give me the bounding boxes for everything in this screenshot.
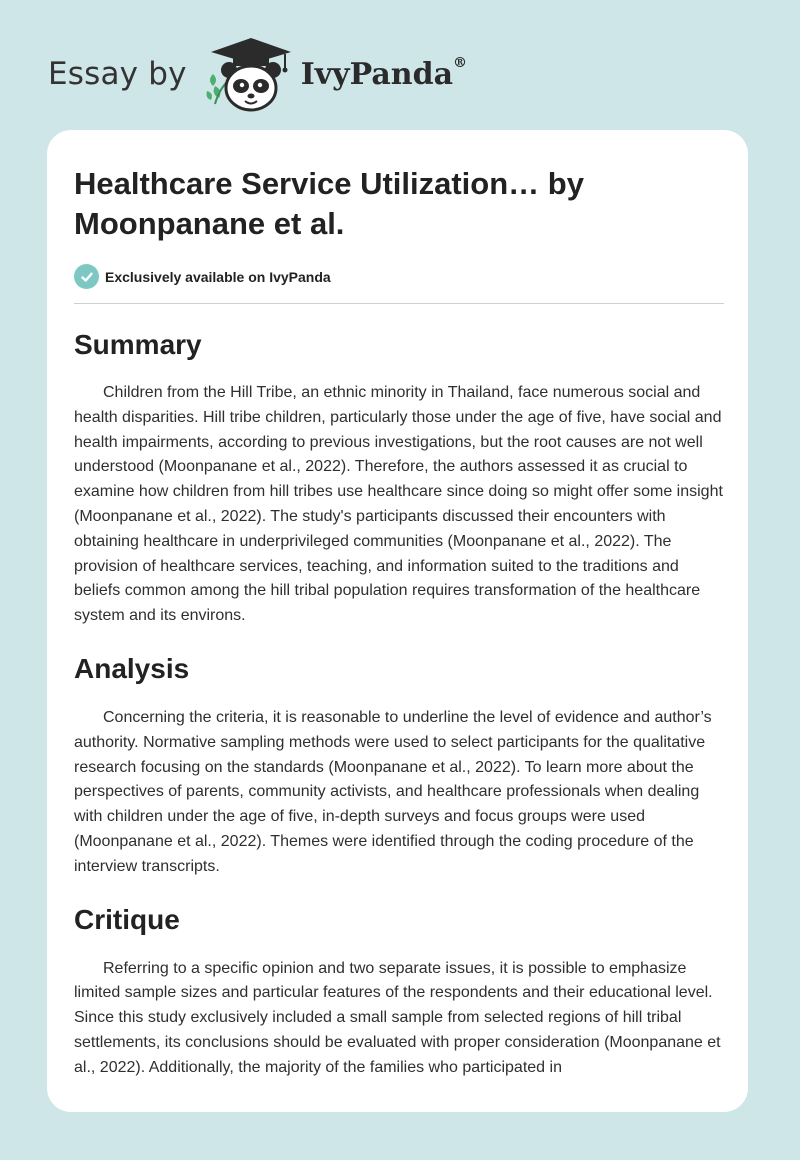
- section-heading-summary: Summary: [74, 329, 202, 360]
- check-icon: [74, 264, 99, 289]
- exclusive-badge: [74, 264, 724, 289]
- exclusive-badge-label: Exclusively available on IvyPanda: [105, 268, 331, 285]
- brand-text: IvyPanda: [300, 56, 454, 92]
- brand-name[interactable]: [300, 54, 468, 92]
- section-heading-critique: Critique: [74, 903, 180, 935]
- essay-by-label: Essay by: [48, 56, 187, 92]
- site-header: [48, 34, 467, 114]
- panda-logo-icon[interactable]: [205, 34, 297, 114]
- section-text-critique: Referring to a specific opinion and two separate issues, it is possible to emphasize limited sample sizes and particular features of the respondents and their educational level. Since this study exclusively included a small sample from selected regions of hill tribal settlements, its conclusions should be evaluated with proper consideration (Moonpanane et al., 2022). Additionally, the majority of the families who participated in: [74, 959, 721, 1076]
- section-text-summary: Children from the Hill Tribe, an ethnic minority in Thailand, face numerous social and health disparities. Hill tribe children, particularly those under the age of five, have social and health impairments, according to previous investigations, but the root causes are not well understood (Moonpanane et al., 2022). Therefore, the authors assessed it as crucial to examine how children from hill tribes use healthcare since doing so might offer some insight (Moonpanane et al., 2022). The study's participants discussed their encounters with obtaining healthcare in underprivileged communities (Moonpanane et al., 2022). The provision of healthcare services, teaching, and information suited to the traditions and beliefs common among the hill tribal population requires transformation of the healthcare system and its environs.: [74, 384, 723, 625]
- page-title: Healthcare Service Utilization… by Moonpanane et al.: [74, 166, 584, 241]
- registered-mark: ®: [453, 54, 468, 71]
- title-divider: [74, 303, 724, 304]
- section-text-analysis: Concerning the criteria, it is reasonable to underline the level of evidence and author’s authority. Normative sampling methods were used to select participants for the qualitative research focusing on the standards (Moonpanane et al., 2022). To learn more about the perspectives of parents, community activists, and healthcare professionals when dealing with children under the age of five, in-depth surveys and focus groups were used (Moonpanane et al., 2022). Themes were identified through the coding procedure of the interview transcripts.: [74, 708, 712, 875]
- article-card: [47, 130, 748, 1112]
- section-heading-analysis: Analysis: [74, 652, 190, 684]
- article-content: [74, 164, 724, 1081]
